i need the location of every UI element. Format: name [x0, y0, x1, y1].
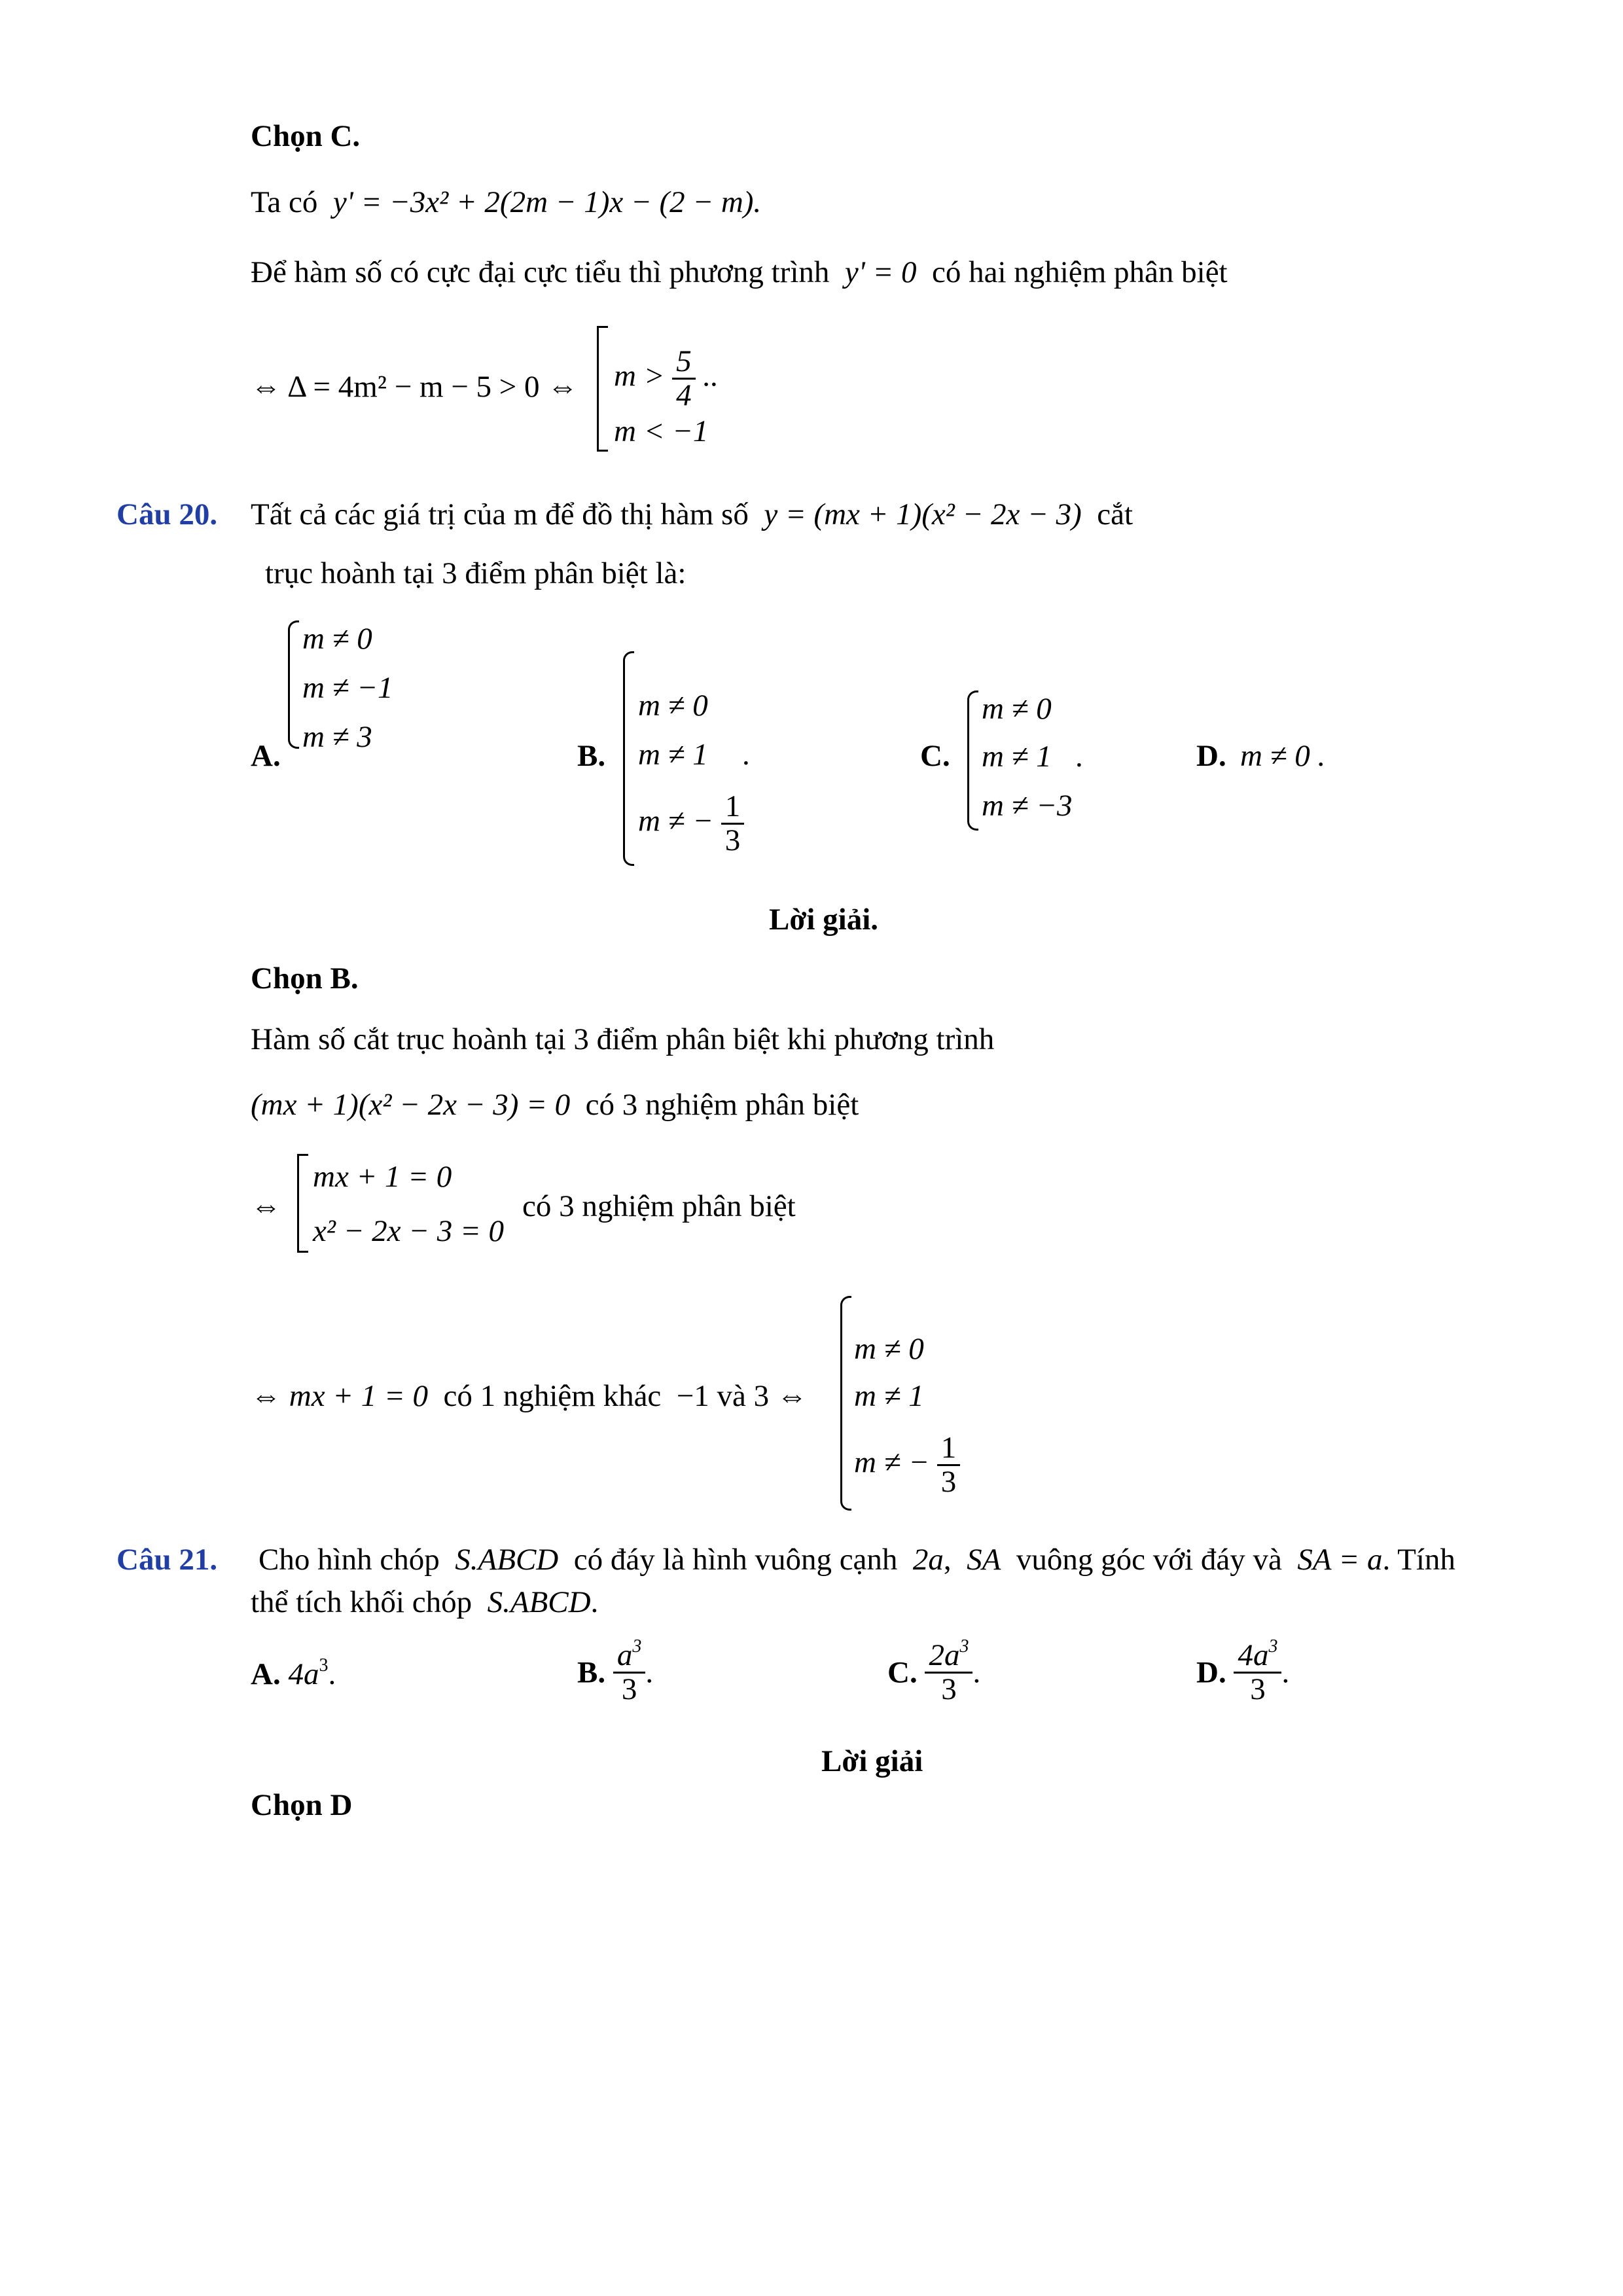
fraction-numerator-text: 2a	[929, 1638, 960, 1672]
y-prime-equation: y' = 0	[844, 255, 917, 289]
q20-option-c-dot: .	[1075, 740, 1083, 774]
period: .	[972, 1655, 981, 1690]
case-m-greater	[614, 346, 719, 412]
q20-option-b-label[interactable]: B.	[577, 739, 606, 773]
side-length: 2a	[912, 1543, 944, 1577]
q21-option-b-fraction	[613, 1636, 646, 1707]
period: .	[590, 1585, 599, 1619]
delta-inequality: ⇔ Δ = 4m² − m − 5 > 0 ⇔	[251, 370, 579, 404]
q20-option-b-brace	[623, 651, 634, 866]
fraction-numerator-text: a	[616, 1638, 633, 1672]
question-20-text-line2: trục hoành tại 3 điểm phân biệt là:	[265, 556, 687, 590]
q21-option-c[interactable]	[887, 1636, 981, 1707]
cube-exponent: 3	[632, 1636, 642, 1657]
fraction-numerator	[925, 1636, 972, 1672]
fraction-numerator: 1	[940, 1431, 957, 1465]
question-21-text-part1: Cho hình chóp	[259, 1543, 440, 1577]
question-20-text	[251, 499, 1133, 530]
condition-text: Để hàm số có cực đại cực tiểu thì phương trình	[251, 255, 830, 289]
q20-case-bracket	[297, 1154, 308, 1253]
question-21-text-part4: . Tính	[1382, 1543, 1455, 1577]
pyramid-name: S.ABCD	[487, 1585, 591, 1619]
q21-option-b-label: B.	[577, 1655, 606, 1690]
q20-result-fraction	[937, 1432, 961, 1499]
q20-solution-line4	[251, 1381, 808, 1412]
fraction-numerator: 5	[676, 344, 692, 378]
q20-option-b-fraction	[721, 791, 745, 857]
q20-iff-symbol: ⇔	[251, 1189, 281, 1223]
q20-result-brace	[840, 1296, 851, 1511]
q20-result-line3	[854, 1432, 960, 1499]
q20-option-c-line1: m ≠ 0	[982, 692, 1052, 726]
q21-option-b[interactable]	[577, 1636, 654, 1707]
q20-option-c-line2: m ≠ 1	[982, 740, 1052, 774]
q20-option-d-label[interactable]: D.	[1196, 739, 1226, 773]
q20-option-c-line3: m ≠ −3	[982, 789, 1073, 823]
q20-solution-line3-text: có 3 nghiệm phân biệt	[522, 1189, 796, 1223]
fraction-denominator: 3	[613, 1672, 646, 1706]
q20-result-line1: m ≠ 0	[854, 1332, 924, 1366]
question-21-text-part3: vuông góc với đáy và	[1016, 1543, 1282, 1577]
q20-option-a-line1: m ≠ 0	[302, 622, 372, 656]
comma: ,	[943, 1543, 952, 1577]
fraction-denominator: 4	[672, 378, 696, 412]
q21-option-d-fraction	[1234, 1636, 1281, 1707]
q20-option-b-line3	[638, 791, 744, 857]
question-20-label: Câu 20.	[116, 497, 218, 531]
fraction-denominator: 3	[937, 1464, 961, 1498]
q21-choice: Chọn D	[251, 1788, 353, 1822]
q20-option-c-label[interactable]: C.	[920, 739, 950, 773]
fraction-denominator: 3	[721, 823, 745, 857]
q21-option-d-label: D.	[1196, 1655, 1226, 1690]
q20-solution-heading: Lời giải.	[769, 903, 879, 937]
q20-option-b-line1: m ≠ 0	[638, 689, 708, 723]
q20-option-b-line2: m ≠ 1	[638, 738, 708, 772]
case-tail-dots: ..	[703, 359, 719, 393]
q20-option-b-dot: .	[742, 738, 750, 772]
q21-option-c-fraction	[925, 1636, 972, 1707]
q20-result-line3-prefix: m ≠ −	[854, 1445, 929, 1480]
q21-solution-heading: Lời giải	[821, 1744, 923, 1778]
q20-option-a-line2: m ≠ −1	[302, 671, 393, 705]
question-21-text-part5: thể tích khối chóp	[251, 1585, 473, 1619]
ta-co-text: Ta có	[251, 185, 318, 219]
q20-solution-line2-text: có 3 nghiệm phân biệt	[585, 1088, 859, 1122]
q20-option-a-line3: m ≠ 3	[302, 720, 372, 754]
two-roots-text: có hai nghiệm phân biệt	[932, 255, 1228, 289]
q20-solution-line4-text: có 1 nghiệm khác	[443, 1379, 662, 1413]
q20-case-quadratic: x² − 2x − 3 = 0	[313, 1214, 504, 1248]
choice-line: Chọn C.	[251, 119, 361, 153]
period: .	[645, 1655, 654, 1690]
q20-solution-line1: Hàm số cắt trục hoành tại 3 điểm phân biệt khi phương trình	[251, 1022, 995, 1056]
derivative-line	[251, 187, 761, 218]
q20-linear-equation: ⇔ mx + 1 = 0	[251, 1379, 428, 1413]
q21-option-d[interactable]	[1196, 1636, 1290, 1707]
q20-choice: Chọn B.	[251, 961, 359, 996]
q20-solution-line2	[251, 1090, 859, 1121]
q20-case-linear: mx + 1 = 0	[313, 1160, 452, 1194]
fraction-denominator: 3	[1234, 1672, 1281, 1706]
question-21-text-line1	[259, 1545, 1455, 1575]
period: .	[328, 1657, 336, 1691]
q20-result-line2: m ≠ 1	[854, 1379, 924, 1413]
period: .	[1281, 1655, 1290, 1690]
fraction-numerator-text: 4a	[1238, 1638, 1269, 1672]
q21-option-c-label: C.	[887, 1655, 918, 1690]
fraction-5-4	[672, 346, 696, 412]
q20-option-d-value: m ≠ 0 .	[1240, 739, 1326, 773]
pyramid-name: S.ABCD	[455, 1543, 559, 1577]
fraction-numerator	[613, 1636, 646, 1672]
q20-option-a-brace	[288, 620, 299, 749]
cube-exponent: 3	[1268, 1636, 1278, 1657]
edge-sa: SA	[967, 1543, 1001, 1577]
fraction-denominator: 3	[925, 1672, 972, 1706]
q20-option-b-line3-prefix: m ≠ −	[638, 804, 713, 838]
case-m-greater-left: m >	[614, 359, 665, 393]
question-21-text-part2: có đáy là hình vuông cạnh	[573, 1543, 898, 1577]
question-21-text-line2	[251, 1587, 598, 1618]
derivative-formula: y' = −3x² + 2(2m − 1)x − (2 − m).	[332, 185, 762, 219]
condition-line	[251, 257, 1228, 288]
case-m-less: m < −1	[614, 414, 709, 448]
sa-equation: SA = a	[1297, 1543, 1383, 1577]
fraction-numerator	[1234, 1636, 1281, 1672]
question-20-function: y = (mx + 1)(x² − 2x − 3)	[764, 497, 1082, 531]
q21-option-a-label: A.	[251, 1657, 281, 1691]
q21-option-a-value: 4a	[288, 1657, 319, 1691]
fraction-numerator: 1	[724, 789, 741, 823]
question-20-text-part2: cắt	[1097, 497, 1133, 531]
question-20-text-part1: Tất cả các giá trị của m để đồ thị hàm số	[251, 497, 749, 531]
q21-option-a[interactable]	[251, 1655, 336, 1691]
q20-equation: (mx + 1)(x² − 2x − 3) = 0	[251, 1088, 571, 1122]
q20-option-c-brace	[967, 691, 978, 831]
q20-option-a-label[interactable]: A.	[251, 739, 281, 773]
cube-exponent: 3	[319, 1655, 329, 1676]
q20-excluded-values: −1 và 3 ⇔	[676, 1379, 808, 1413]
question-21-label: Câu 21.	[116, 1543, 218, 1577]
cube-exponent: 3	[959, 1636, 969, 1657]
case-bracket	[597, 326, 608, 452]
